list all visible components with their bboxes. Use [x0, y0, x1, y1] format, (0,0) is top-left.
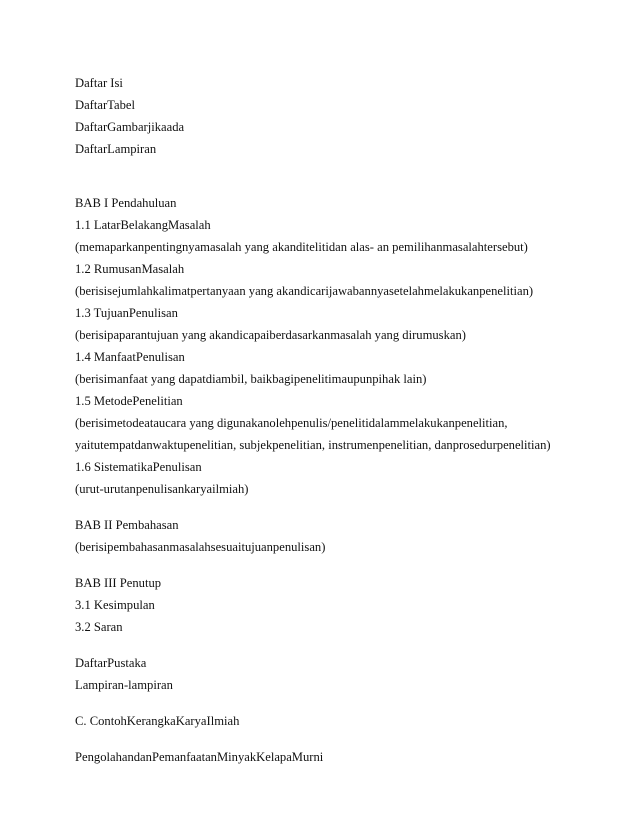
bab3-section-3-2: 3.2 Saran: [75, 620, 123, 634]
bab1-section-1-5-desc-line-2: yaitutempatdanwaktupenelitian, subjekpenelitian, instrumenpenelitian, danprosedurpenelitian): [75, 438, 551, 452]
bab1-title: BAB I Pendahuluan: [75, 196, 177, 210]
bab1-section-1-6-title: 1.6 SistematikaPenulisan: [75, 460, 202, 474]
bab1-section-1-1-desc: (memaparkanpentingnyamasalah yang akanditelitidan alas- an pemilihanmasalahtersebut): [75, 240, 528, 254]
bab3-section-3-1: 3.1 Kesimpulan: [75, 598, 155, 612]
bab1-section-1-3-desc: (berisipaparantujuan yang akandicapaiberdasarkanmasalah yang dirumuskan): [75, 328, 466, 342]
bab1-section-1-1-title: 1.1 LatarBelakangMasalah: [75, 218, 211, 232]
daftar-pustaka: DaftarPustaka: [75, 656, 147, 670]
section-c-heading: C. ContohKerangkaKaryaIlmiah: [75, 714, 240, 728]
example-title: PengolahandanPemanfaatanMinyakKelapaMurni: [75, 750, 324, 764]
bab1-section-1-4-desc: (berisimanfaat yang dapatdiambil, baikbagipenelitimaupunpihak lain): [75, 372, 427, 386]
bab1-section-1-3-title: 1.3 TujuanPenulisan: [75, 306, 178, 320]
lampiran-lampiran: Lampiran-lampiran: [75, 678, 173, 692]
bab1-section-1-4-title: 1.4 ManfaatPenulisan: [75, 350, 185, 364]
bab1-section-1-5-desc-line-1: (berisimetodeataucara yang digunakanolehpenulis/penelitidalammelakukanpenelitian,: [75, 416, 508, 430]
toc-daftar-gambar: DaftarGambarjikaada: [75, 120, 185, 134]
bab3-title: BAB III Penutup: [75, 576, 162, 590]
bab1-section-1-5-title: 1.5 MetodePenelitian: [75, 394, 183, 408]
toc-daftar-lampiran: DaftarLampiran: [75, 142, 157, 156]
bab1-section-1-2-desc: (berisisejumlahkalimatpertanyaan yang akandicarijawabannyasetelahmelakukanpenelitian): [75, 284, 534, 298]
bab1-section-1-6-desc: (urut-urutanpenulisankaryailmiah): [75, 482, 249, 496]
toc-daftar-tabel: DaftarTabel: [75, 98, 135, 112]
bab2-desc: (berisipembahasanmasalahsesuaitujuanpenulisan): [75, 540, 326, 554]
bab1-section-1-2-title: 1.2 RumusanMasalah: [75, 262, 185, 276]
bab2-title: BAB II Pembahasan: [75, 518, 179, 532]
toc-daftar-isi: Daftar Isi: [75, 76, 123, 90]
